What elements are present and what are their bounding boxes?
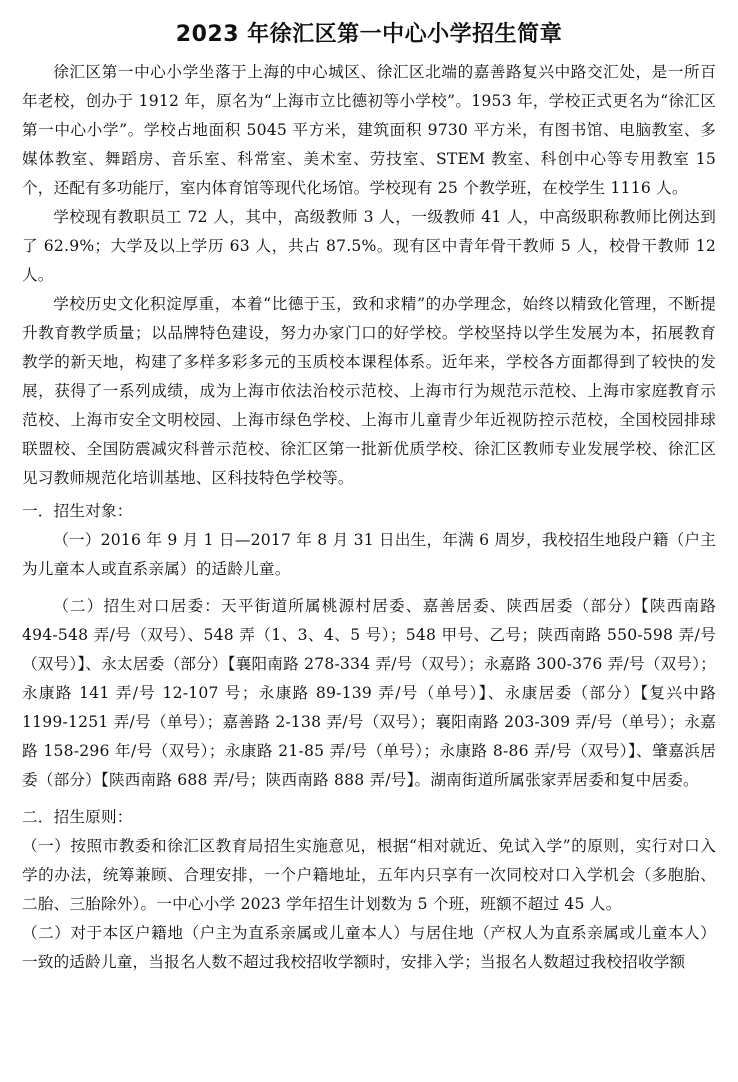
document-title: 2023 年徐汇区第一中心小学招生简章	[175, 22, 563, 47]
intro-paragraph-3: 学校历史文化积淀厚重，本着“比德于玉，致和求精”的办学理念，始终以精致化管理，不断提升教育教学质量；以品牌特色建设，努力办家门口的好学校。学校坚持以学生发展为本，拓展教育教学的新天地，构建了多样多彩多元的玉质校本课程体系。近年来，学校各方面都得到了较快的发展，获得了一系列成绩，成为上海市依法治校示范校、上海市行为规范示范校、上海市家庭教育示范校、上海市安全文明校园、上海市绿色学校、上海市儿童青少年近视防控示范校，全国校园排球联盟校、全国防震减灾科普示范校、徐汇区第一批新优质学校、徐汇区教师专业发展学校、徐汇区见习教师规范化培训基地、区科技特色学校等。	[22, 295, 716, 487]
enrollment-target-item-1: （一）2016 年 9 月 1 日—2017 年 8 月 31 日出生，年满 6 周岁，我校招生地段户籍（户主为儿童本人或直系亲属）的适龄儿童。	[22, 531, 716, 578]
section-heading-enrollment-principles: 二．招生原则：	[22, 808, 133, 826]
enrollment-target-item-2: （二）招生对口居委：天平街道所属桃源村居委、嘉善居委、陕西居委（部分）【陕西南路 494-548 弄/号（双号）、548 弄（1、3、4、5 号）；548 甲号、乙号；陕西南路 550-598 弄/号（双号）】、永太居委（部分）【襄阳南路 278-334 弄/号（双号）；永嘉路 300-376 弄/号（双号）；永康路 141 弄/号 12-107 号；永康路 89-139 弄/号（单号）】、永康居委（部分）【复兴中路 1199-1251 弄/号（单号）；嘉善路 2-138 弄/号（双号）；襄阳南路 203-309 弄/号（单号）；永嘉路 158-296 年/号（双号）；永康路 21-85 弄/号（单号）；永康路 8-86 弄/号（双号）】、肇嘉浜居委（部分）【陕西南路 688 弄/号；陕西南路 888 弄/号】。湖南街道所属张家弄居委和复中居委。	[22, 597, 716, 789]
enrollment-principle-item-2: （二）对于本区户籍地（户主为直系亲属或儿童本人）与居住地（产权人为直系亲属或儿童本人）一致的适龄儿童，当报名人数不超过我校招收学额时，安排入学；当报名人数超过我校招收学额	[22, 924, 716, 971]
enrollment-principle-item-1: （一）按照市教委和徐汇区教育局招生实施意见，根据“相对就近、免试入学”的原则，实行对口入学的办法，统筹兼顾、合理安排，一个户籍地址，五年内只享有一次同校对口入学机会（多胞胎、二胎、三胎除外）。一中心小学 2023 学年招生计划数为 5 个班，班额不超过 45 人。	[22, 837, 716, 913]
section-heading-enrollment-targets: 一．招生对象：	[22, 502, 133, 520]
intro-paragraph-1: 徐汇区第一中心小学坐落于上海的中心城区、徐汇区北端的嘉善路复兴中路交汇处，是一所百年老校，创办于 1912 年，原名为“上海市立比德初等小学校”。1953 年，学校正式更名为“徐汇区第一中心小学”。学校占地面积 5045 平方米，建筑面积 9730 平方米，有图书馆、电脑教室、多媒体教室、舞蹈房、音乐室、科常室、美术室、劳技室、STEM 教室、科创中心等专用教室 15 个，还配有多功能厅，室内体育馆等现代化场馆。学校现有 25 个教学班，在校学生 1116 人。	[22, 63, 716, 197]
intro-paragraph-2: 学校现有教职员工 72 人，其中，高级教师 3 人，一级教师 41 人，中高级职称教师比例达到了 62.9%；大学及以上学历 63 人，共占 87.5%。现有区中青年骨干教师 5 人，校骨干教师 12 人。	[22, 208, 716, 284]
